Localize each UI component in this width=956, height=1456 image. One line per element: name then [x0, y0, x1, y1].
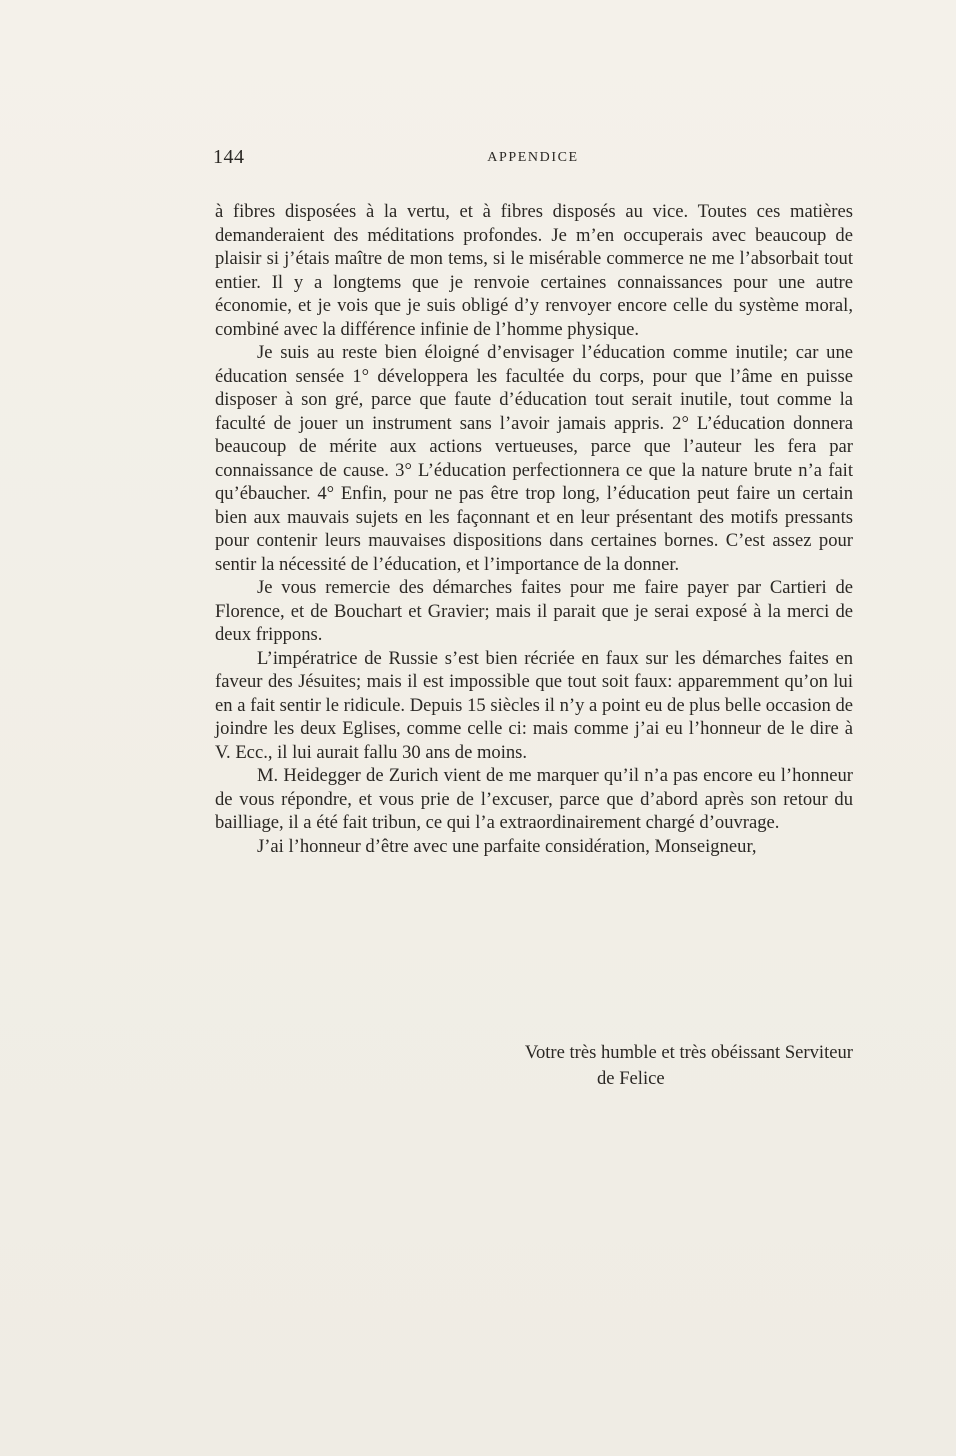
page-header [213, 146, 853, 172]
paragraph: L’impératrice de Russie s’est bien récriée en faux sur les démarches faites en faveur des Jésuites; mais il est impossible que tout soit faux: apparemment qu’on lui en a fait sentir le ridicule. Depuis 15 siècles il n’y a point eu de plus belle occasion de joindre les deux Eglises, comme celle ci: mais comme j’ai eu l’honneur de le dire à V. Ecc., il lui aurait fallu 30 ans de moins. [215, 647, 853, 763]
page-number: 144 [213, 146, 245, 168]
signer-name: de Felice [597, 1068, 665, 1089]
closing-formula: Votre très humble et très obéissant Serviteur [524, 1042, 853, 1063]
paragraph: M. Heidegger de Zurich vient de me marquer qu’il n’a pas encore eu l’honneur de vous répondre, et vous prie de l’excuser, parce que d’abord après son retour du bailliage, il a été fait tribun, ce qui l’a extraordinairement chargé d’ouvrage. [215, 765, 853, 833]
paragraph: à fibres disposées à la vertu, et à fibres disposés au vice. Toutes ces matières demanderaient des méditations profondes. Je m’en occuperais avec beaucoup de plaisir si j’étais maître de mon tems, si le misérable commerce ne me l’absorbait tout entier. Il y a longtems que je renvoie certaines connaissances pour une autre économie, et je vois que je suis obligé d’y renvoyer encore celle du système moral, combiné avec la différence infinie de l’homme physique. [215, 201, 853, 340]
letter-body [215, 200, 853, 858]
paragraph: Je vous remercie des démarches faites pour me faire payer par Cartieri de Florence, et de Bouchart et Gravier; mais il parait que je serai exposé à la merci de deux frippons. [215, 577, 853, 645]
letter-closing [215, 1040, 853, 1092]
running-head: APPENDICE [487, 150, 579, 165]
paragraph: Je suis au reste bien éloigné d’envisager l’éducation comme inutile; car une éducation sensée 1° développera les facultée du corps, pour que l’âme en puisse disposer à son gré, parce que faute d’éducation tout serait inutile, tout comme la faculté de jouer un instrument sans l’avoir jamais appris. 2° L’éducation donnera beaucoup de mérite aux actions vertueuses, parce que l’auteur les fera par connaissance de cause. 3° L’éducation perfectionnera ce que la nature brute n’a fait qu’ébaucher. 4° Enfin, pour ne pas être trop long, l’éducation peut faire un certain bien aux mauvais sujets en les façonnant et en leur présentant des motifs pressants pour contenir leurs mauvaises dispositions dans certaines bornes. C’est assez pour sentir la nécessité de l’éducation, et l’importance de la donner. [215, 342, 853, 575]
paragraph: J’ai l’honneur d’être avec une parfaite considération, Monseigneur, [257, 835, 757, 857]
